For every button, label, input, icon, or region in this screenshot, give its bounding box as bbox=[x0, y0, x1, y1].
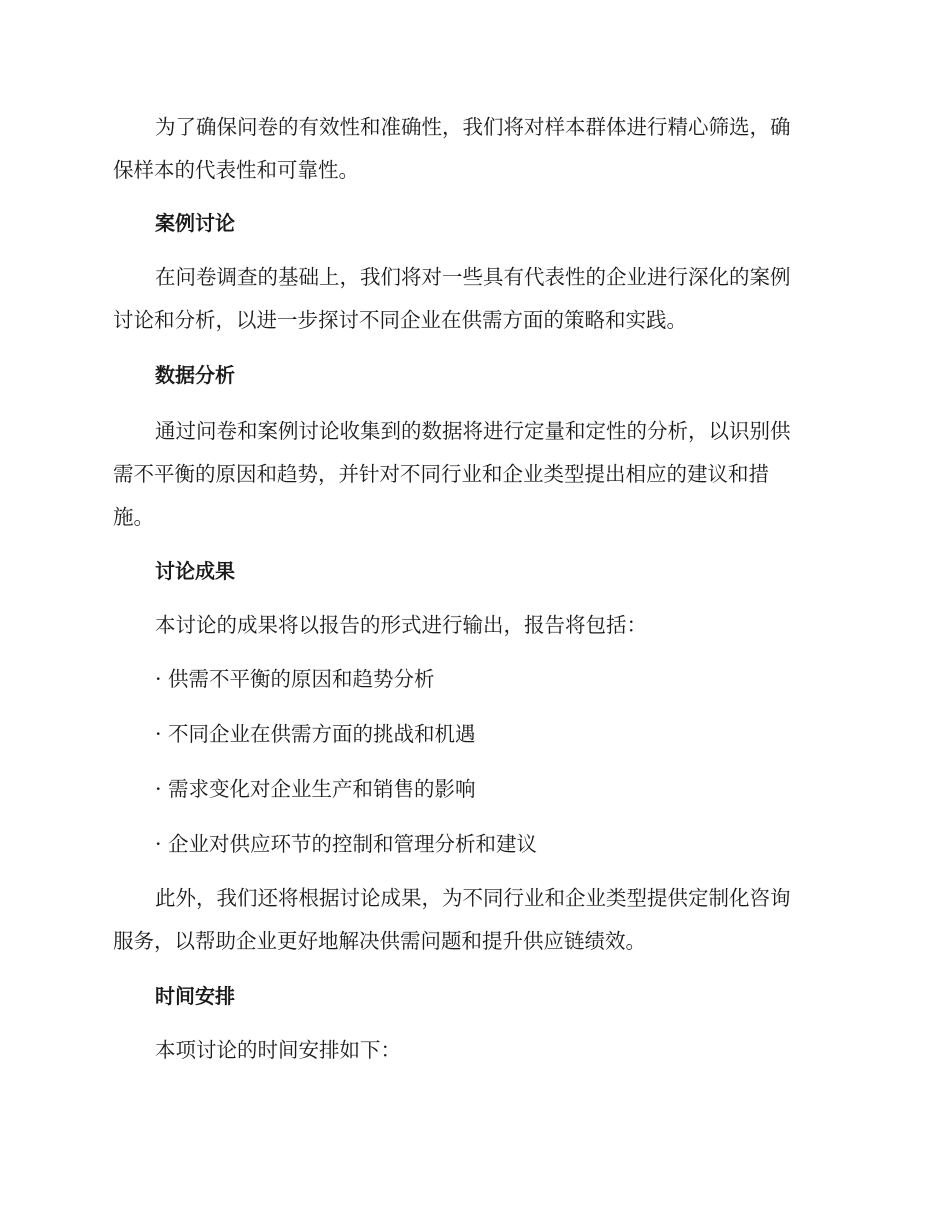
paragraph-line: 服务，以帮助企业更好地解决供需问题和提升供应链绩效。 bbox=[113, 929, 646, 953]
heading-data-analysis: 数据分析 bbox=[155, 363, 235, 387]
bullet-item: · 企业对供应环节的控制和管理分析和建议 bbox=[155, 832, 538, 856]
bullet-item: · 需求变化对企业生产和销售的影响 bbox=[155, 777, 476, 801]
paragraph-line: 此外，我们还将根据讨论成果，为不同行业和企业类型提供定制化咨询 bbox=[155, 886, 791, 910]
paragraph-report-intro: 本讨论的成果将以报告的形式进行输出，报告将包括： bbox=[155, 613, 647, 637]
paragraph-case-discussion bbox=[113, 256, 833, 342]
paragraph-line: 通过问卷和案例讨论收集到的数据将进行定量和定性的分析，以识别供 bbox=[155, 419, 791, 443]
paragraph-data-analysis bbox=[113, 410, 833, 539]
paragraph-schedule-intro: 本项讨论的时间安排如下： bbox=[155, 1038, 401, 1062]
paragraph-line: 需不平衡的原因和趋势，并针对不同行业和企业类型提出相应的建议和措 bbox=[113, 462, 769, 486]
paragraph-line: 施。 bbox=[113, 505, 154, 529]
paragraph-consulting-service bbox=[113, 877, 833, 963]
paragraph-line: 在问卷调查的基础上，我们将对一些具有代表性的企业进行深化的案例 bbox=[155, 265, 791, 289]
bullet-item: · 供需不平衡的原因和趋势分析 bbox=[155, 667, 435, 691]
paragraph-line: 为了确保问卷的有效性和准确性，我们将对样本群体进行精心筛选，确 bbox=[155, 115, 791, 139]
heading-case-discussion: 案例讨论 bbox=[155, 211, 235, 235]
heading-discussion-results: 讨论成果 bbox=[155, 559, 235, 583]
bullet-item: · 不同企业在供需方面的挑战和机遇 bbox=[155, 722, 476, 746]
heading-schedule: 时间安排 bbox=[155, 984, 235, 1008]
paragraph-sample-screening bbox=[113, 106, 833, 192]
paragraph-line: 保样本的代表性和可靠性。 bbox=[113, 158, 359, 182]
paragraph-line: 讨论和分析，以进一步探讨不同企业在供需方面的策略和实践。 bbox=[113, 308, 687, 332]
